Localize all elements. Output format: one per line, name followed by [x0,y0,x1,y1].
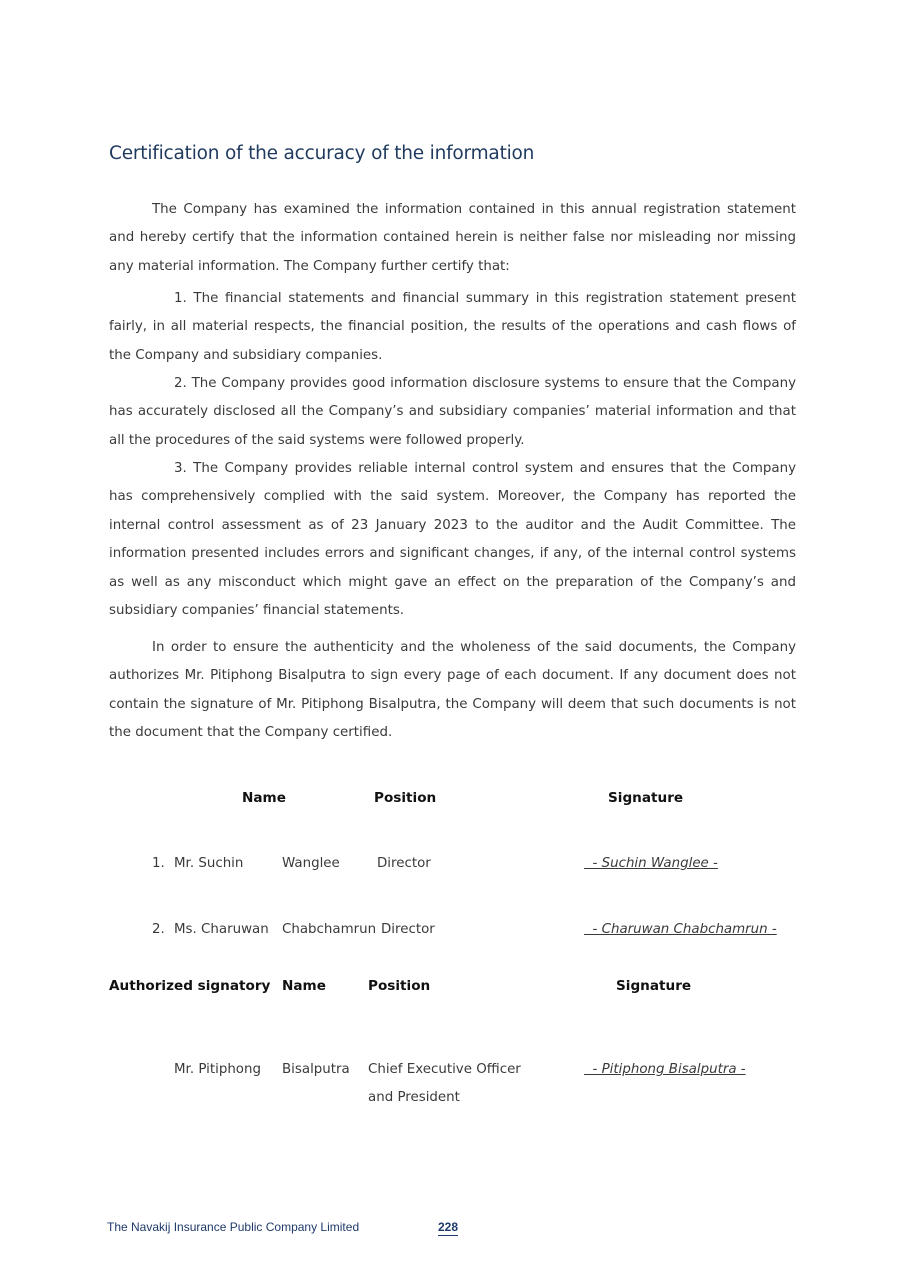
director-number: 2. [152,922,165,937]
page-title: Certification of the accuracy of the information [109,143,535,164]
closing-paragraph: In order to ensure the authenticity and the wholeness of the said documents, the Company authorizes Mr. Pitiphong Bisalputra to sign every page of each document. If any document does not contain the signature of Mr. Pitiphong Bisalputra, the Company will deem that such documents is not the document that the Company certified. [109,640,796,741]
director-position: Director [377,856,431,871]
authorized-header-position: Position [368,978,431,994]
director-first-name: Mr. Suchin [174,856,244,871]
director-first-name: Ms. Charuwan [174,922,269,937]
authorized-header-name: Name [282,978,326,994]
director-number: 1. [152,856,165,871]
intro-paragraph: The Company has examined the information contained in this annual registration statement and hereby certify that the information contained herein is neither false nor misleading nor missing any material information. The Company further certify that: [109,202,796,274]
director-signature: - Suchin Wanglee - [584,856,718,871]
signatory-position: Chief Executive Officer and President [368,1062,521,1106]
director-position: Director [381,922,435,937]
directors-header-position: Position [374,790,437,806]
footer-company-name: The Navakij Insurance Public Company Limited [107,1220,360,1234]
authorized-header-label: Authorized signatory [109,978,271,994]
certification-item-2: 2. The Company provides good information disclosure systems to ensure that the Company has accurately disclosed all the Company’s and subsidiary companies’ material information and that all the procedures of the said systems were followed properly. [109,376,796,448]
signatory-first-name: Mr. Pitiphong [174,1062,261,1077]
authorized-header-signature: Signature [616,978,692,994]
director-last-name: Wanglee [282,856,340,871]
signatory-signature: - Pitiphong Bisalputra - [584,1062,746,1077]
directors-header-signature: Signature [608,790,684,806]
directors-header-name: Name [242,790,286,806]
director-last-name: Chabchamrun [282,922,377,937]
director-signature: - Charuwan Chabchamrun - [584,922,777,937]
signatory-last-name: Bisalputra [282,1062,350,1077]
page-number: 228 [438,1220,459,1234]
certification-item-1: 1. The financial statements and financial summary in this registration statement present fairly, in all material respects, the financial position, the results of the operations and cash flows of the Company and subsidiary companies. [109,291,796,363]
certification-item-3: 3. The Company provides reliable internal control system and ensures that the Company has comprehensively complied with the said system. Moreover, the Company has reported the internal control assessment as of 23 January 2023 to the auditor and the Audit Committee. The information presented includes errors and significant changes, if any, of the internal control systems as well as any misconduct which might gave an effect on the preparation of the Company’s and subsidiary companies’ financial statements. [109,461,796,619]
